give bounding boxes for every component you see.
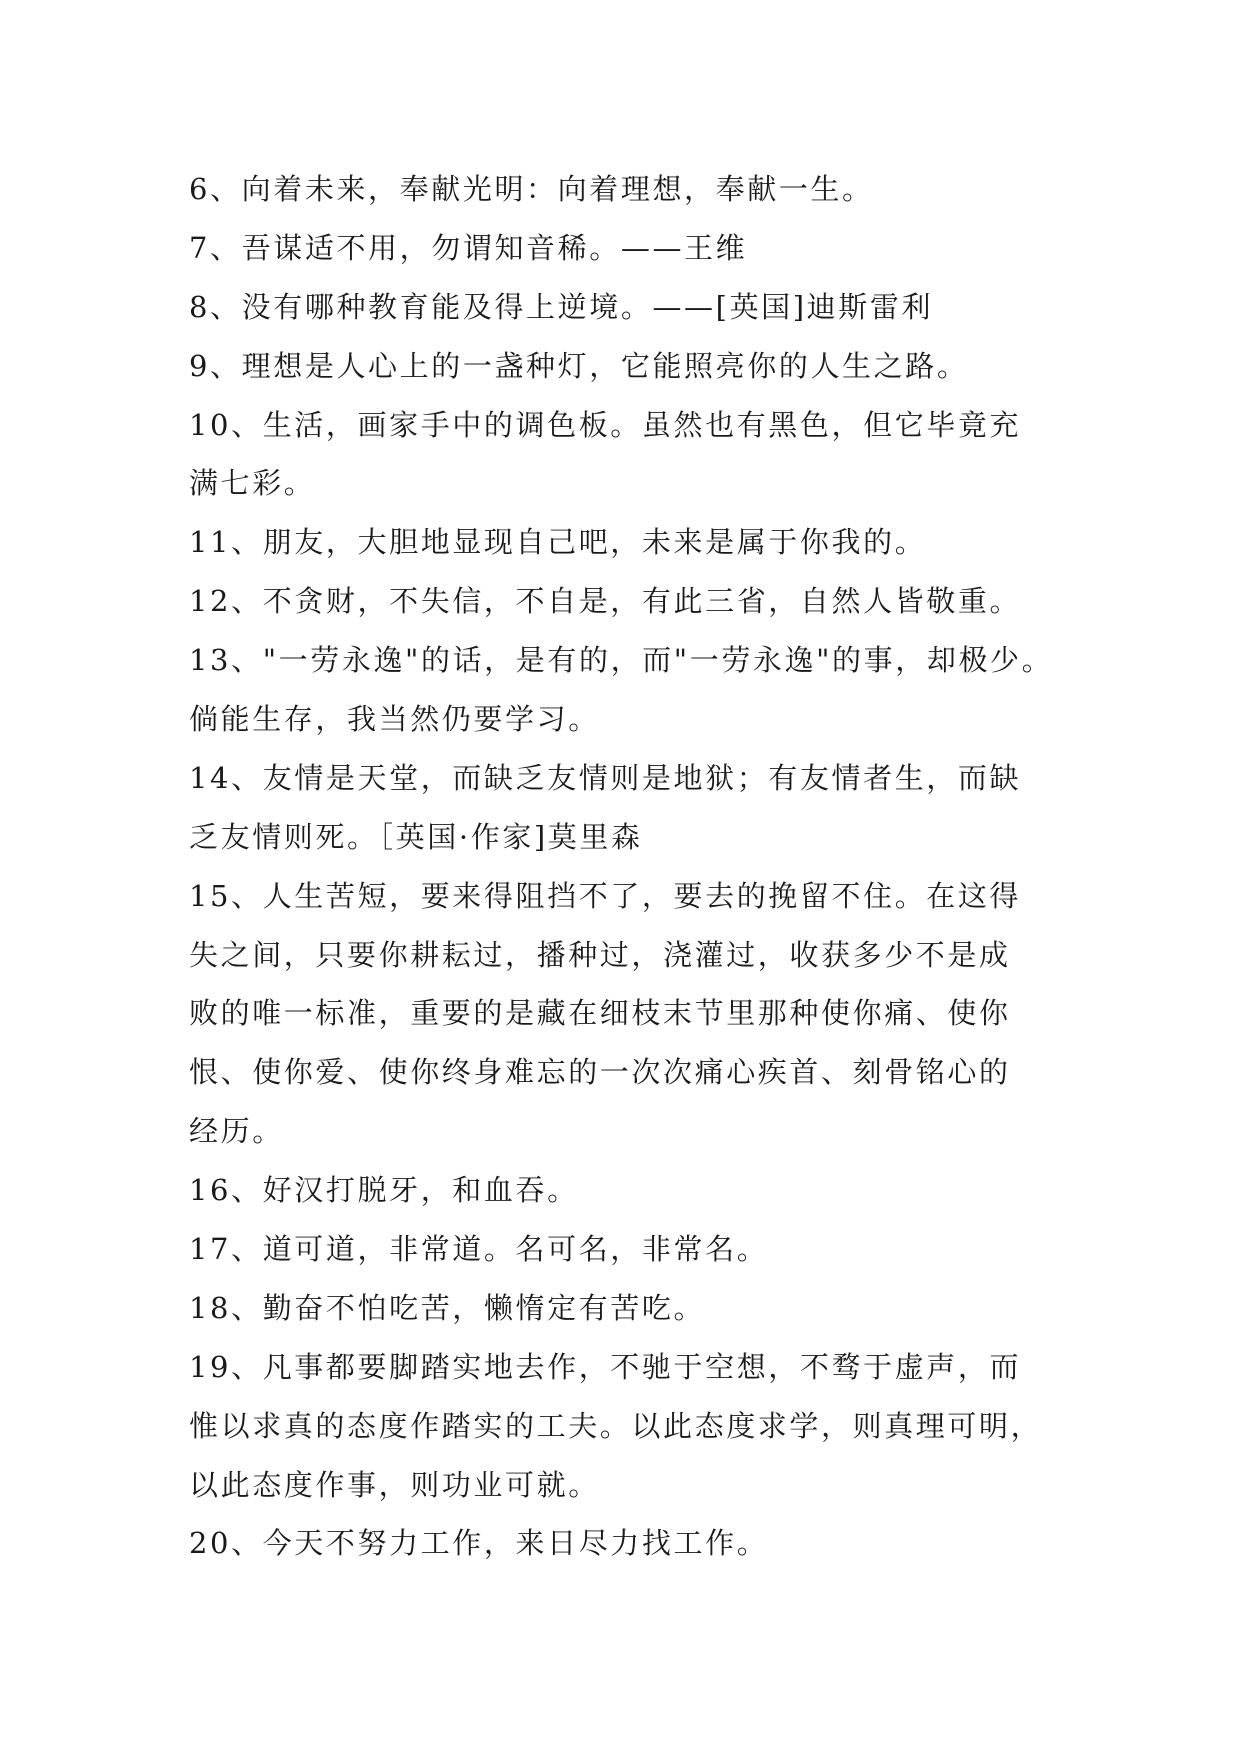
- text-line: 17、道可道，非常道。名可名，非常名。: [189, 1232, 769, 1267]
- text-line: 7、吾谋适不用，勿谓知音稀。——王维: [189, 230, 748, 265]
- text-line: 10、生活，画家手中的调色板。虽然也有黑色，但它毕竟充: [189, 407, 1022, 442]
- text-line: 16、好汉打脱牙，和血吞。: [189, 1173, 579, 1208]
- text-line: 满七彩。: [189, 466, 316, 501]
- text-line: 倘能生存，我当然仍要学习。: [189, 702, 600, 737]
- text-line: 14、友情是天堂，而缺乏友情则是地狱；有友情者生，而缺: [189, 760, 1022, 795]
- text-line: 乏友情则死。［英国·作家]莫里森: [189, 819, 643, 854]
- text-line: 20、今天不努力工作，来日尽力找工作。: [189, 1526, 769, 1561]
- text-line: 经历。: [189, 1114, 284, 1149]
- text-line: 以此态度作事，则功业可就。: [189, 1467, 600, 1502]
- text-line: 恨、使你爱、使你终身难忘的一次次痛心疾首、刻骨铭心的: [189, 1055, 1011, 1090]
- text-line: 19、凡事都要脚踏实地去作，不驰于空想，不骛于虚声，而: [189, 1349, 1022, 1384]
- text-line: 惟以求真的态度作踏实的工夫。以此态度求学，则真理可明，: [189, 1408, 1043, 1443]
- text-line: 11、朋友，大胆地显现自己吧，未来是属于你我的。: [189, 525, 927, 560]
- text-line: 6、向着未来，奉献光明：向着理想，奉献一生。: [189, 172, 874, 206]
- text-line: 12、不贪财，不失信，不自是，有此三省，自然人皆敬重。: [189, 584, 1022, 619]
- text-line: 8、没有哪种教育能及得上逆境。——[英国]迪斯雷利: [189, 289, 934, 324]
- text-line: 败的唯一标准，重要的是藏在细枝末节里那种使你痛、使你: [189, 996, 1011, 1031]
- text-line: 13、"一劳永逸"的话，是有的，而"一劳永逸"的事，却极少。: [189, 643, 1054, 678]
- text-line: 18、勤奋不怕吃苦，懒惰定有苦吃。: [189, 1290, 706, 1325]
- quote-list: [189, 160, 1069, 1573]
- text-line: 15、人生苦短，要来得阻挡不了，要去的挽留不住。在这得: [189, 878, 1022, 913]
- text-line: 9、理想是人心上的一盏种灯，它能照亮你的人生之路。: [189, 348, 969, 383]
- text-line: 失之间，只要你耕耘过，播种过，浇灌过，收获多少不是成: [189, 937, 1011, 972]
